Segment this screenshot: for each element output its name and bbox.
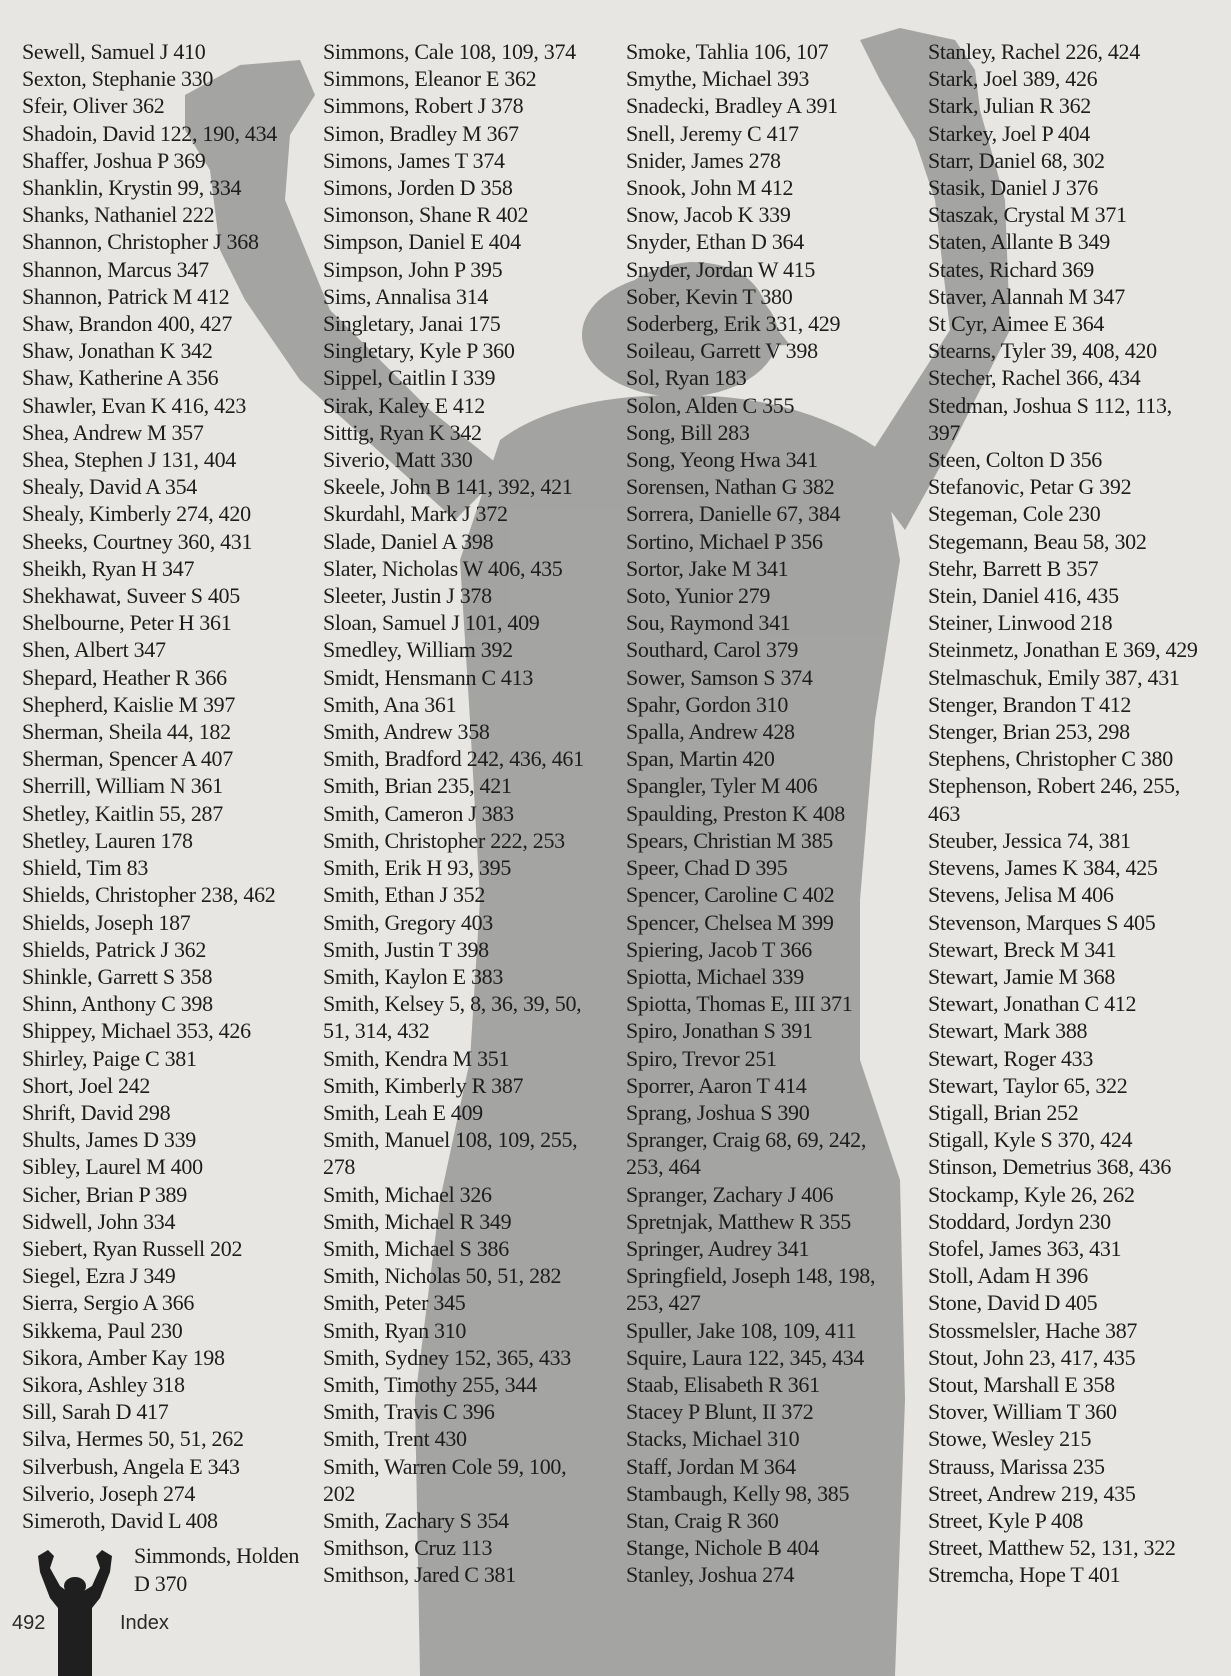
index-entry: Sporrer, Aaron T 414 xyxy=(626,1072,807,1098)
index-entry: Smith, Nicholas 50, 51, 282 xyxy=(323,1263,562,1289)
index-entry: Steinmetz, Jonathan E 369, 429 xyxy=(928,637,1198,663)
index-entry: Smith, Kelsey 5, 8, 36, 39, 50, 51, 314, 432 xyxy=(323,991,582,1044)
index-entry: Stremcha, Hope T 401 xyxy=(928,1562,1121,1588)
index-entry: Snow, Jacob K 339 xyxy=(626,202,791,228)
index-entry: Spiering, Jacob T 366 xyxy=(626,936,812,962)
index-entry: Spencer, Chelsea M 399 xyxy=(626,909,834,935)
index-entry: Silverio, Joseph 274 xyxy=(22,1480,196,1506)
index-entry: Smidt, Hensmann C 413 xyxy=(323,664,534,690)
index-entry: Stover, William T 360 xyxy=(928,1399,1117,1425)
index-entry: Shields, Christopher 238, 462 xyxy=(22,882,276,908)
index-column-2 xyxy=(323,38,613,1589)
index-entry: St Cyr, Aimee E 364 xyxy=(928,311,1105,337)
index-entry: Snider, James 278 xyxy=(626,147,781,173)
index-entry: Smith, Kimberly R 387 xyxy=(323,1072,524,1098)
index-entry: Simmons, Eleanor E 362 xyxy=(323,66,537,92)
index-entry: Spuller, Jake 108, 109, 411 xyxy=(626,1317,857,1343)
index-entry: Stearns, Tyler 39, 408, 420 xyxy=(928,338,1157,364)
index-entry: Stewart, Jonathan C 412 xyxy=(928,991,1137,1017)
index-entry: Springer, Audrey 341 xyxy=(626,1235,810,1261)
index-entry: Shadoin, David 122, 190, 434 xyxy=(22,120,277,146)
index-entry: Simmons, Cale 108, 109, 374 xyxy=(323,39,576,64)
index-entry: Smith, Trent 430 xyxy=(323,1426,467,1452)
index-entry: Shanklin, Krystin 99, 334 xyxy=(22,175,242,201)
index-entry: Shaw, Jonathan K 342 xyxy=(22,338,213,364)
index-entry: Simeroth, David L 408 xyxy=(22,1507,218,1533)
index-entry: Sherman, Spencer A 407 xyxy=(22,746,233,772)
index-entry: Stoddard, Jordyn 230 xyxy=(928,1208,1111,1234)
index-entry: Sexton, Stephanie 330 xyxy=(22,66,214,92)
index-entry: Staten, Allante B 349 xyxy=(928,229,1110,255)
index-entry: Smith, Kendra M 351 xyxy=(323,1045,510,1071)
index-entry: Smith, Peter 345 xyxy=(323,1290,466,1316)
index-entry: Snadecki, Bradley A 391 xyxy=(626,93,838,119)
index-entry: Staff, Jordan M 364 xyxy=(626,1453,796,1479)
index-entry: Steen, Colton D 356 xyxy=(928,447,1102,473)
index-column-4 xyxy=(928,38,1218,1589)
index-entry: Smith, Kaylon E 383 xyxy=(323,963,504,989)
index-entry: Spangler, Tyler M 406 xyxy=(626,773,818,799)
index-entry: Sortor, Jake M 341 xyxy=(626,555,789,581)
index-entry: Smedley, William 392 xyxy=(323,637,513,663)
index-entry: Stofel, James 363, 431 xyxy=(928,1235,1122,1261)
index-entry: Shannon, Patrick M 412 xyxy=(22,283,230,309)
index-entry: Smith, Ryan 310 xyxy=(323,1317,467,1343)
index-entry: Shaw, Brandon 400, 427 xyxy=(22,311,233,337)
index-entry: Smith, Michael 326 xyxy=(323,1181,492,1207)
index-entry: Smith, Leah E 409 xyxy=(323,1099,483,1125)
index-entry: Stevens, James K 384, 425 xyxy=(928,855,1158,881)
index-entry: Shippey, Michael 353, 426 xyxy=(22,1018,251,1044)
index-entry: Silverbush, Angela E 343 xyxy=(22,1453,240,1479)
index-entry: Sortino, Michael P 356 xyxy=(626,528,823,554)
index-entry: Shinn, Anthony C 398 xyxy=(22,991,213,1017)
index-entry: Stacks, Michael 310 xyxy=(626,1426,800,1452)
index-entry: Sfeir, Oliver 362 xyxy=(22,93,165,119)
index-entry: Stefanovic, Petar G 392 xyxy=(928,474,1132,500)
index-entry: Shaffer, Joshua P 369 xyxy=(22,147,206,173)
index-entry: Starr, Daniel 68, 302 xyxy=(928,147,1105,173)
index-entry: Stewart, Jamie M 368 xyxy=(928,963,1116,989)
index-entry: Stelmaschuk, Emily 387, 431 xyxy=(928,664,1180,690)
index-entry: Short, Joel 242 xyxy=(22,1072,151,1098)
index-entry: Southard, Carol 379 xyxy=(626,637,799,663)
index-entry: Skurdahl, Mark J 372 xyxy=(323,501,508,527)
index-entry: Simonson, Shane R 402 xyxy=(323,202,529,228)
index-entry: Sikora, Amber Kay 198 xyxy=(22,1344,225,1370)
index-entry: Stein, Daniel 416, 435 xyxy=(928,583,1119,609)
index-entry: Stowe, Wesley 215 xyxy=(928,1426,1092,1452)
index-entry: Shepard, Heather R 366 xyxy=(22,664,227,690)
index-entry: Stone, David D 405 xyxy=(928,1290,1098,1316)
index-entry: Sober, Kevin T 380 xyxy=(626,283,793,309)
index-entry: Stephenson, Robert 246, 255, 463 xyxy=(928,773,1180,826)
index-entry: Spencer, Caroline C 402 xyxy=(626,882,835,908)
index-entry: Stewart, Breck M 341 xyxy=(928,936,1117,962)
index-entry: Spretnjak, Matthew R 355 xyxy=(626,1208,851,1234)
index-entry: Shinkle, Garrett S 358 xyxy=(22,963,213,989)
index-entry: Singletary, Kyle P 360 xyxy=(323,338,515,364)
index-entry: Smith, Christopher 222, 253 xyxy=(323,827,565,853)
index-entry: Spahr, Gordon 310 xyxy=(626,691,789,717)
index-entry: Sill, Sarah D 417 xyxy=(22,1399,169,1425)
index-entry-last: Simmonds, Holden D 370 xyxy=(134,1543,300,1596)
index-entry: Snook, John M 412 xyxy=(626,175,794,201)
index-entry: Smith, Warren Cole 59, 100, 202 xyxy=(323,1453,567,1506)
index-entry: Song, Yeong Hwa 341 xyxy=(626,447,818,473)
index-entry: Sou, Raymond 341 xyxy=(626,610,791,636)
index-entry: Squire, Laura 122, 345, 434 xyxy=(626,1344,865,1370)
index-entry: Shields, Patrick J 362 xyxy=(22,936,207,962)
index-entry: Steuber, Jessica 74, 381 xyxy=(928,827,1131,853)
index-entry: Stanley, Rachel 226, 424 xyxy=(928,39,1140,64)
index-entry: Strauss, Marissa 235 xyxy=(928,1453,1105,1479)
index-entry: Sidwell, John 334 xyxy=(22,1208,176,1234)
index-entry: Spiotta, Thomas E, III 371 xyxy=(626,991,853,1017)
index-entry: Smith, Justin T 398 xyxy=(323,936,489,962)
index-entry: Shea, Stephen J 131, 404 xyxy=(22,447,237,473)
index-entry: Smith, Bradford 242, 436, 461 xyxy=(323,746,584,772)
index-entry: Spranger, Craig 68, 69, 242, 253, 464 xyxy=(626,1127,867,1180)
index-entry: Spaulding, Preston K 408 xyxy=(626,800,845,826)
index-entry: Shaw, Katherine A 356 xyxy=(22,365,219,391)
index-entry: Smith, Erik H 93, 395 xyxy=(323,855,512,881)
index-entry: Sierra, Sergio A 366 xyxy=(22,1290,195,1316)
victory-figure-icon xyxy=(30,1546,120,1676)
index-entry: Snyder, Jordan W 415 xyxy=(626,256,816,282)
index-entry: Siebert, Ryan Russell 202 xyxy=(22,1235,243,1261)
index-entry: Sirak, Kaley E 412 xyxy=(323,392,486,418)
index-entry: Smythe, Michael 393 xyxy=(626,66,810,92)
index-entry: Shetley, Kaitlin 55, 287 xyxy=(22,800,223,826)
index-entry: Siverio, Matt 330 xyxy=(323,447,473,473)
index-entry: Stigall, Kyle S 370, 424 xyxy=(928,1127,1133,1153)
index-entry: Stenger, Brandon T 412 xyxy=(928,691,1132,717)
index-entry: Smith, Michael S 386 xyxy=(323,1235,509,1261)
index-entry: Shen, Albert 347 xyxy=(22,637,166,663)
index-entry: Stange, Nichole B 404 xyxy=(626,1535,819,1561)
index-entry: Stegeman, Cole 230 xyxy=(928,501,1101,527)
index-entry: Snyder, Ethan D 364 xyxy=(626,229,804,255)
index-column-3 xyxy=(626,38,916,1589)
index-entry: Stasik, Daniel J 376 xyxy=(928,175,1098,201)
index-entry: Sikkema, Paul 230 xyxy=(22,1317,183,1343)
index-entry: Sicher, Brian P 389 xyxy=(22,1181,187,1207)
index-entry: Stark, Julian R 362 xyxy=(928,93,1091,119)
index-entry: Soderberg, Erik 331, 429 xyxy=(626,311,841,337)
index-entry: Stewart, Mark 388 xyxy=(928,1018,1088,1044)
index-entry: Shawler, Evan K 416, 423 xyxy=(22,392,247,418)
index-entry: Smithson, Jared C 381 xyxy=(323,1562,516,1588)
index-entry: Song, Bill 283 xyxy=(626,419,750,445)
index-entry: Soileau, Garrett V 398 xyxy=(626,338,818,364)
index-entry: Sorrera, Danielle 67, 384 xyxy=(626,501,841,527)
index-entry: Spiro, Trevor 251 xyxy=(626,1045,777,1071)
index-entry: Sittig, Ryan K 342 xyxy=(323,419,482,445)
index-entry: Street, Kyle P 408 xyxy=(928,1507,1084,1533)
index-entry: Solon, Alden C 355 xyxy=(626,392,795,418)
index-entry: Shield, Tim 83 xyxy=(22,855,149,881)
index-entry: Sewell, Samuel J 410 xyxy=(22,39,206,64)
index-entry: Stecher, Rachel 366, 434 xyxy=(928,365,1141,391)
index-entry: Shults, James D 339 xyxy=(22,1127,196,1153)
index-entry: Stoll, Adam H 396 xyxy=(928,1263,1088,1289)
index-entry: Smoke, Tahlia 106, 107 xyxy=(626,39,829,64)
index-entry: Staab, Elisabeth R 361 xyxy=(626,1371,820,1397)
index-entry: Sims, Annalisa 314 xyxy=(323,283,489,309)
index-entry: Shannon, Marcus 347 xyxy=(22,256,209,282)
index-entry: Shealy, David A 354 xyxy=(22,474,197,500)
index-entry: Shields, Joseph 187 xyxy=(22,909,191,935)
index-entry: Staszak, Crystal M 371 xyxy=(928,202,1127,228)
index-entry: Smith, Ethan J 352 xyxy=(323,882,486,908)
index-entry: Stewart, Taylor 65, 322 xyxy=(928,1072,1128,1098)
section-label: Index xyxy=(120,1612,169,1634)
index-entry: Shekhawat, Suveer S 405 xyxy=(22,583,240,609)
index-entry: Simons, James T 374 xyxy=(323,147,505,173)
index-entry: Shea, Andrew M 357 xyxy=(22,419,204,445)
index-entry: Simons, Jorden D 358 xyxy=(323,175,513,201)
index-entry: Spranger, Zachary J 406 xyxy=(626,1181,834,1207)
index-entry: Stockamp, Kyle 26, 262 xyxy=(928,1181,1135,1207)
index-entry: Simpson, Daniel E 404 xyxy=(323,229,521,255)
index-entry: Stan, Craig R 360 xyxy=(626,1507,779,1533)
index-column-1 xyxy=(22,38,312,1534)
index-entry: Sorensen, Nathan G 382 xyxy=(626,474,835,500)
index-entry: Spalla, Andrew 428 xyxy=(626,719,795,745)
index-entry: Smith, Travis C 396 xyxy=(323,1399,495,1425)
index-entry: Sikora, Ashley 318 xyxy=(22,1371,185,1397)
index-entry: Soto, Yunior 279 xyxy=(626,583,771,609)
index-entry: Smithson, Cruz 113 xyxy=(323,1535,493,1561)
index-entry: Sprang, Joshua S 390 xyxy=(626,1099,810,1125)
index-entry: Sloan, Samuel J 101, 409 xyxy=(323,610,540,636)
index-entry: Smith, Cameron J 383 xyxy=(323,800,514,826)
index-entry: Smith, Brian 235, 421 xyxy=(323,773,512,799)
index-entry: States, Richard 369 xyxy=(928,256,1094,282)
index-entry: Staver, Alannah M 347 xyxy=(928,283,1125,309)
index-entry: Singletary, Janai 175 xyxy=(323,311,501,337)
index-entry: Stacey P Blunt, II 372 xyxy=(626,1399,814,1425)
index-entry: Shealy, Kimberly 274, 420 xyxy=(22,501,251,527)
index-entry: Stegemann, Beau 58, 302 xyxy=(928,528,1147,554)
index-entry: Stossmelsler, Hache 387 xyxy=(928,1317,1138,1343)
index-entry: Street, Andrew 219, 435 xyxy=(928,1480,1136,1506)
index-entry: Slater, Nicholas W 406, 435 xyxy=(323,555,563,581)
index-entry: Shrift, David 298 xyxy=(22,1099,171,1125)
index-entry: Stigall, Brian 252 xyxy=(928,1099,1079,1125)
index-entry: Sower, Samson S 374 xyxy=(626,664,813,690)
index-entry: Smith, Manuel 108, 109, 255, 278 xyxy=(323,1127,578,1180)
index-entry: Silva, Hermes 50, 51, 262 xyxy=(22,1426,244,1452)
index-entry: Skeele, John B 141, 392, 421 xyxy=(323,474,573,500)
index-entry: Smith, Zachary S 354 xyxy=(323,1507,509,1533)
index-entry: Steiner, Linwood 218 xyxy=(928,610,1113,636)
index-entry: Spiro, Jonathan S 391 xyxy=(626,1018,813,1044)
index-entry: Shetley, Lauren 178 xyxy=(22,827,193,853)
index-entry: Springfield, Joseph 148, 198, 253, 427 xyxy=(626,1263,876,1316)
index-entry: Stark, Joel 389, 426 xyxy=(928,66,1098,92)
index-entry: Speer, Chad D 395 xyxy=(626,855,788,881)
index-entry: Spears, Christian M 385 xyxy=(626,827,833,853)
index-entry: Sol, Ryan 183 xyxy=(626,365,747,391)
index-entry: Stevenson, Marques S 405 xyxy=(928,909,1156,935)
index-entry: Smith, Andrew 358 xyxy=(323,719,490,745)
index-entry: Shannon, Christopher J 368 xyxy=(22,229,259,255)
index-entry: Sibley, Laurel M 400 xyxy=(22,1154,203,1180)
page-number: 492 xyxy=(12,1612,46,1634)
index-entry: Snell, Jeremy C 417 xyxy=(626,120,799,146)
index-entry: Stewart, Roger 433 xyxy=(928,1045,1094,1071)
index-entry: Smith, Sydney 152, 365, 433 xyxy=(323,1344,571,1370)
index-entry: Shanks, Nathaniel 222 xyxy=(22,202,215,228)
index-entry: Slade, Daniel A 398 xyxy=(323,528,494,554)
index-entry: Smith, Ana 361 xyxy=(323,691,457,717)
index-entry: Stedman, Joshua S 112, 113, 397 xyxy=(928,392,1172,445)
index-entry: Stehr, Barrett B 357 xyxy=(928,555,1099,581)
index-entry: Span, Martin 420 xyxy=(626,746,775,772)
index-entry: Smith, Gregory 403 xyxy=(323,909,493,935)
index-entry: Sherrill, William N 361 xyxy=(22,773,223,799)
index-entry: Smith, Timothy 255, 344 xyxy=(323,1371,537,1397)
index-entry: Siegel, Ezra J 349 xyxy=(22,1263,176,1289)
index-entry: Starkey, Joel P 404 xyxy=(928,120,1090,146)
index-entry: Stout, Marshall E 358 xyxy=(928,1371,1115,1397)
index-entry: Shirley, Paige C 381 xyxy=(22,1045,197,1071)
index-entry: Stanley, Joshua 274 xyxy=(626,1562,795,1588)
index-entry: Stenger, Brian 253, 298 xyxy=(928,719,1130,745)
index-entry: Shepherd, Kaislie M 397 xyxy=(22,691,236,717)
index-entry: Simon, Bradley M 367 xyxy=(323,120,519,146)
index-entry: Sheeks, Courtney 360, 431 xyxy=(22,528,253,554)
index-entry: Stambaugh, Kelly 98, 385 xyxy=(626,1480,850,1506)
index-entry: Stevens, Jelisa M 406 xyxy=(928,882,1114,908)
index-entry: Simpson, John P 395 xyxy=(323,256,503,282)
index-entry: Sleeter, Justin J 378 xyxy=(323,583,492,609)
index-entry: Sherman, Sheila 44, 182 xyxy=(22,719,231,745)
index-entry: Shelbourne, Peter H 361 xyxy=(22,610,232,636)
index-entry: Street, Matthew 52, 131, 322 xyxy=(928,1535,1176,1561)
index-entry: Simmons, Robert J 378 xyxy=(323,93,524,119)
index-entry: Stout, John 23, 417, 435 xyxy=(928,1344,1136,1370)
index-entry: Sheikh, Ryan H 347 xyxy=(22,555,195,581)
index-entry: Spiotta, Michael 339 xyxy=(626,963,804,989)
index-entry: Stinson, Demetrius 368, 436 xyxy=(928,1154,1172,1180)
index-entry: Stephens, Christopher C 380 xyxy=(928,746,1173,772)
index-entry: Smith, Michael R 349 xyxy=(323,1208,512,1234)
index-entry: Sippel, Caitlin I 339 xyxy=(323,365,496,391)
